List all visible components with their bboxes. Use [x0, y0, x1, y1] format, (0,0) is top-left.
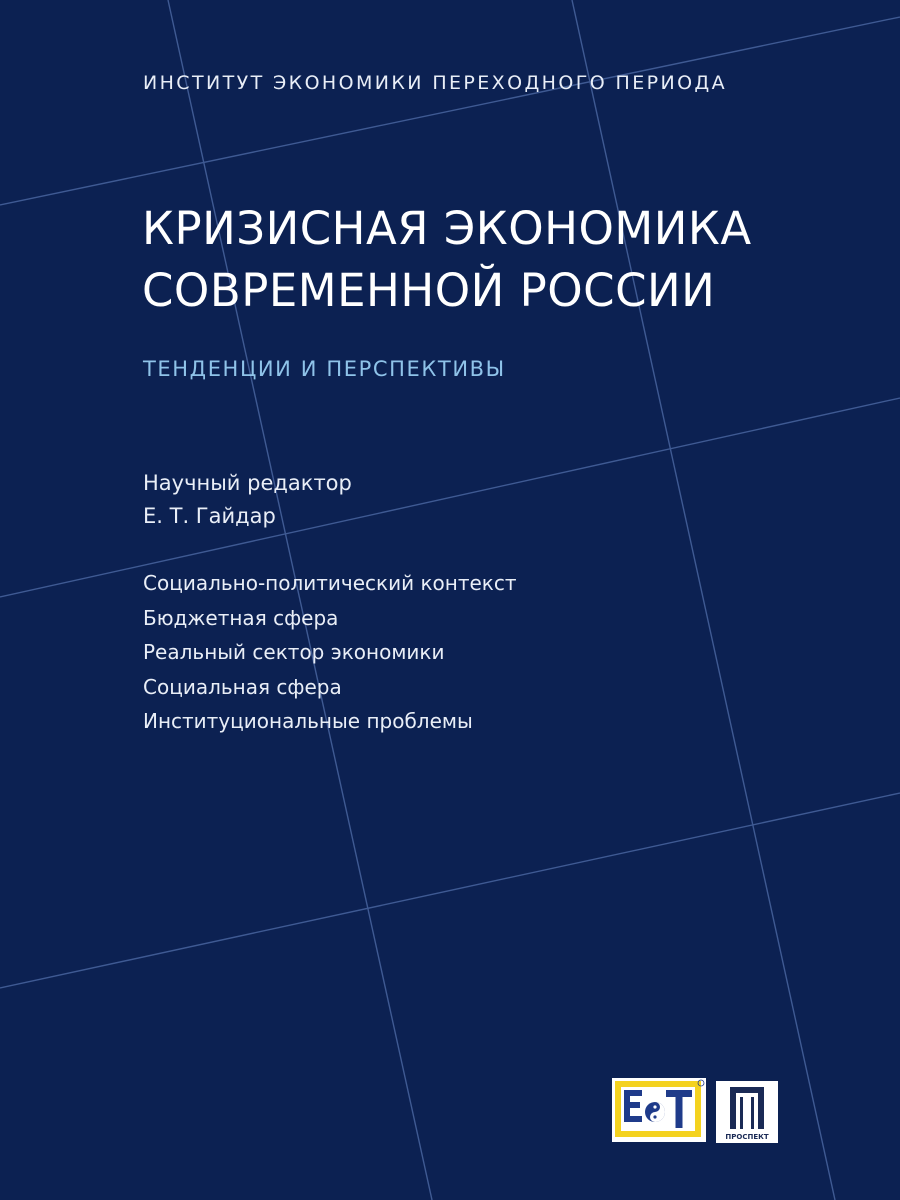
editor-label: Научный редактор [143, 471, 352, 495]
topics-list [143, 566, 517, 739]
prospekt-logo-icon [716, 1081, 778, 1143]
grid-line [0, 17, 900, 205]
topic-item: Бюджетная сфера [143, 605, 339, 630]
editor-name: Е. Т. Гайдар [143, 504, 276, 528]
book-title-line-2: СОВРЕМЕННОЙ РОССИИ [142, 264, 716, 317]
topic-item: Социально-политический контекст [143, 571, 517, 595]
topic-item: Институциональные проблемы [143, 709, 473, 733]
topic-item: Реальный сектор экономики [143, 640, 445, 664]
book-subtitle: ТЕНДЕНЦИИ И ПЕРСПЕКТИВЫ [143, 357, 506, 381]
book-title [142, 198, 752, 322]
grid-line [572, 0, 835, 1200]
eit-logo-icon [612, 1078, 706, 1142]
publisher-label: ПРОСПЕКТ [725, 1133, 769, 1141]
editor-block [143, 467, 352, 533]
topic-item: Социальная сфера [143, 674, 342, 699]
book-title-line-1: КРИЗИСНАЯ ЭКОНОМИКА [142, 202, 752, 255]
institute-name: ИНСТИТУТ ЭКОНОМИКИ ПЕРЕХОДНОГО ПЕРИОДА [143, 72, 728, 94]
grid-line [0, 793, 900, 988]
